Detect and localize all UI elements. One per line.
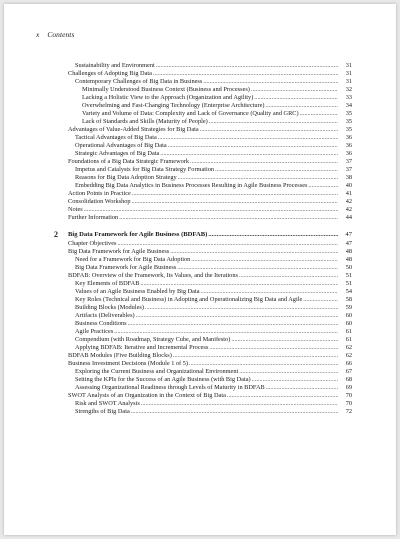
toc-entry-title-text: Values of an Agile Business Enabled by Big Data [75,288,200,295]
toc-entry-title [68,198,338,206]
toc-entry[interactable] [68,328,352,336]
toc-entry-title [82,86,338,94]
toc-entry-title-text: Minimally Understood Business Context (Business and Processes) [82,86,250,93]
toc-entry[interactable] [68,312,352,320]
toc-entry-title [68,206,338,214]
toc-entry-title-text: BDFAB: Overview of the Framework, Its Values, and the Iterations [68,272,238,279]
toc-entry-title [68,392,338,400]
toc-entry-title [68,126,338,134]
toc-entry-title [82,110,338,118]
toc-entry-title [75,134,338,142]
toc-entry-title-text: Key Elements of BDFAB [75,280,140,287]
toc-entry-title-text: Reasons for Big Data Adoption Strategy [75,174,177,181]
toc-entry-title [75,304,338,312]
document-page [4,4,396,535]
toc-entry[interactable] [68,240,352,248]
table-of-contents [54,62,352,416]
toc-entry-title [68,190,338,198]
toc-entry-title-text: BDFAB Modules (Five Building Blocks) [68,352,172,359]
toc-entry-title [75,142,338,150]
toc-entry[interactable] [68,110,352,118]
toc-entry-page: 40 [345,182,352,189]
toc-entry-page: 61 [345,328,352,335]
toc-entry-title [68,70,338,78]
toc-entry-title [82,118,338,126]
toc-entry[interactable] [68,360,352,368]
toc-entry-title-text: Strategic Advantages of Big Data [75,150,160,157]
toc-entry[interactable] [68,190,352,198]
toc-entry[interactable] [68,400,352,408]
toc-entry[interactable] [68,134,352,142]
toc-entry-title-text: Exploring the Current Business and Organizational Environment [75,368,239,375]
toc-entry-title [82,102,338,110]
toc-entry-page: 60 [345,320,352,327]
toc-entry-title [75,78,338,86]
toc-entry-title-text: Setting the KPIs for the Success of an Agile Business (with Big Data) [75,376,251,383]
toc-entry[interactable] [68,158,352,166]
running-header [36,30,74,39]
toc-entry-title-text: Action Points in Practice [68,190,131,197]
toc-entry[interactable] [68,256,352,264]
toc-entry[interactable] [68,344,352,352]
toc-entry-title [75,62,338,70]
toc-entry-page: 60 [345,312,352,319]
toc-entry-title [68,214,338,222]
toc-entry-title [75,320,338,328]
toc-entry-page: 51 [345,272,352,279]
toc-entry[interactable] [68,376,352,384]
toc-entry-page: 31 [345,78,352,85]
toc-entry[interactable] [68,280,352,288]
toc-entry[interactable] [68,118,352,126]
toc-entry[interactable] [68,94,352,102]
toc-entry-title-text: Artifacts (Deliverables) [75,312,135,319]
toc-entry[interactable] [68,288,352,296]
toc-entry[interactable] [68,296,352,304]
toc-entry[interactable] [68,320,352,328]
toc-entry-title [75,174,338,182]
toc-entry-title [75,328,338,336]
toc-entry-title-text: Sustainability and Environment [75,62,155,69]
toc-entry-page: 37 [345,166,352,173]
toc-entry[interactable] [68,142,352,150]
toc-entry[interactable] [68,272,352,280]
toc-entry-title-text: Chapter Objectives [68,240,117,247]
toc-entry-title [75,400,338,408]
toc-entry[interactable] [68,368,352,376]
toc-entry-title-text: Big Data Framework for Agile Business [68,248,170,255]
chapter-title-text: Big Data Framework for Agile Business (BDFAB) [68,231,208,238]
toc-entry[interactable] [68,182,352,190]
toc-entry[interactable] [68,126,352,134]
toc-entry-page: 61 [345,336,352,343]
toc-entry-page: 48 [345,248,352,255]
toc-entry-page: 50 [345,264,352,271]
toc-entry-title [75,408,338,416]
toc-entry-title [68,352,338,360]
toc-entry[interactable] [68,174,352,182]
toc-entry-title-text: Tactical Advantages of Big Data [75,134,157,141]
toc-entry-title-text: Further Information [68,214,119,221]
toc-entry-title [68,272,338,280]
toc-entry-title-text: Consolidation Workshop [68,198,131,205]
toc-entry[interactable] [68,206,352,214]
toc-entry-page: 42 [345,206,352,213]
toc-entry-title-text: Lack of Standards and Skills (Maturity of People) [82,118,208,125]
toc-entry-title [68,240,338,248]
toc-entry-page: 35 [345,118,352,125]
toc-entry-title [75,166,338,174]
toc-entry-page: 68 [345,376,352,383]
toc-entry-page: 66 [345,360,352,367]
toc-entry-page: 59 [345,304,352,311]
toc-entry-page: 35 [345,126,352,133]
toc-entry[interactable] [68,408,352,416]
toc-entry[interactable] [68,166,352,174]
toc-entry-page: 38 [345,174,352,181]
toc-entry-title [75,376,338,384]
toc-entry-title [75,182,338,190]
toc-entry-page: 36 [345,150,352,157]
toc-entry[interactable] [68,248,352,256]
toc-entry-title [75,150,338,158]
toc-entry[interactable] [68,384,352,392]
toc-entry-title-text: Applying BDFAB: Iterative and Incremental Process [75,344,209,351]
toc-entry-page: 62 [345,344,352,351]
page-number: x [36,30,40,39]
toc-entry-title-text: Strengths of Big Data [75,408,130,415]
toc-entry-title-text: Building Blocks (Modules) [75,304,144,311]
toc-entry-title [75,256,338,264]
chapter-page: 47 [345,231,352,238]
toc-entry-page: 36 [345,142,352,149]
toc-entry[interactable] [68,264,352,272]
toc-entry[interactable] [68,150,352,158]
toc-entry-title-text: Agile Practices [75,328,114,335]
toc-entry-title-text: Impetus and Catalysts for Big Data Strategy Formation [75,166,215,173]
toc-entry-title [82,94,338,102]
toc-entry-title [68,360,338,368]
toc-entry[interactable] [68,102,352,110]
chapter-title [68,230,338,239]
toc-entry-page: 58 [345,296,352,303]
toc-entry-page: 72 [345,408,352,415]
toc-entry-title-text: Notes [68,206,83,213]
toc-entry-title [75,344,338,352]
toc-entry-title [75,288,338,296]
toc-entry-page: 37 [345,158,352,165]
chapter-number: 2 [54,230,58,239]
toc-entry-title-text: SWOT Analysis of an Organization in the Context of Big Data [68,392,226,399]
toc-entry-title [75,368,338,376]
toc-entry[interactable] [68,62,352,70]
toc-entry-title [75,384,338,392]
toc-entry-title-text: Need for a Framework for Big Data Adoption [75,256,191,263]
toc-entry-title-text: Big Data Framework for Agile Business [75,264,177,271]
toc-entry-title-text: Compendium (with Roadmap, Strategy Cube, and Manifesto) [75,336,231,343]
toc-entry-page: 41 [345,190,352,197]
toc-entry-page: 70 [345,392,352,399]
toc-entry-title-text: Variety and Volume of Data: Complexity and Lack of Governance (Quality and GRC) [82,110,299,117]
toc-entry-page: 34 [345,102,352,109]
toc-entry-page: 31 [345,70,352,77]
toc-entry-title-text: Business Investment Decisions (Module 1 of 5) [68,360,188,367]
toc-entry-page: 48 [345,256,352,263]
toc-entry-page: 47 [345,240,352,247]
toc-entry-title-text: Operational Advantages of Big Data [75,142,167,149]
toc-entry[interactable] [68,86,352,94]
toc-entry-title-text: Assessing Organizational Readiness through Levels of Maturity in BDFAB [75,384,265,391]
toc-entry-title [68,158,338,166]
toc-entry-title-text: Embedding Big Data Analytics in Business Processes Resulting in Agile Business Processes [75,182,308,189]
toc-entry-page: 42 [345,198,352,205]
toc-entry-page: 54 [345,288,352,295]
toc-entry[interactable] [68,78,352,86]
toc-entry-page: 70 [345,400,352,407]
toc-entry-page: 33 [345,94,352,101]
toc-entry-page: 69 [345,384,352,391]
toc-entry-title-text: Challenges of Adopting Big Data [68,70,152,77]
running-title: Contents [47,30,75,39]
toc-entry-title [75,336,338,344]
chapter-heading[interactable] [54,230,352,239]
toc-entry-page: 31 [345,62,352,69]
toc-entry-page: 67 [345,368,352,375]
toc-entry-title [75,264,338,272]
toc-entry[interactable] [68,352,352,360]
toc-entry-title-text: Overwhelming and Fast-Changing Technology (Enterprise Architecture) [82,102,265,109]
toc-entry-title [75,312,338,320]
toc-entry-page: 51 [345,280,352,287]
toc-entry[interactable] [68,198,352,206]
toc-entry-title-text: Contemporary Challenges of Big Data in Business [75,78,203,85]
toc-entry[interactable] [68,304,352,312]
toc-entry-page: 62 [345,352,352,359]
toc-entry-page: 35 [345,110,352,117]
toc-entry-page: 32 [345,86,352,93]
toc-entry-title-text: Key Roles (Technical and Business) in Adopting and Operationalizing Big Data and Agile [75,296,303,303]
toc-entry-page: 36 [345,134,352,141]
toc-entry-title [75,280,338,288]
toc-entry-title [75,296,338,304]
toc-entry[interactable] [68,70,352,78]
toc-entry-title [68,248,338,256]
toc-entry-title-text: Foundations of a Big Data Strategic Framework [68,158,190,165]
toc-entry-title-text: Advantages of Value-Added Strategies for Big Data [68,126,199,133]
toc-entry[interactable] [68,392,352,400]
toc-entry-page: 44 [345,214,352,221]
toc-entry-title-text: Lacking a Holistic View to the Approach (Organization and Agility) [82,94,254,101]
toc-entry-title-text: Business Conditions [75,320,127,327]
toc-entry[interactable] [68,214,352,222]
toc-entry-title-text: Risk and SWOT Analysis [75,400,140,407]
toc-entry[interactable] [68,336,352,344]
